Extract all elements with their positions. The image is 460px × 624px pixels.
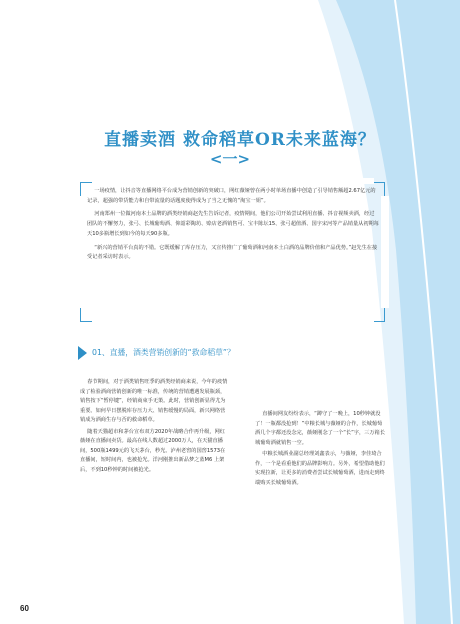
body-paragraph: 中粮长城酒业副总经理刘鑫表示，与薇娅，李佳琦合作，一个是看重他们的品牌影响力。另外，希望借助他们实现拉新，让更多的消费者尝试长城葡萄酒，进而走到终端购买长城葡萄酒。 — [255, 451, 385, 486]
page-number: 60 — [20, 604, 29, 613]
body-paragraph: 直播间网友纷纷表示，“蹲守了一晚上，10秒钟就没了！一瓶都没抢到！”中粮长城与薇娅的合作，长城葡萄酒几个字都还没念完，薇娅刚念了一个“长”字，三万箱长城葡萄酒就销售一空。 — [255, 411, 385, 446]
intro-paragraph: “新兴的营销平台真的不错。它既缓解了库存压力，又宣传推广了葡萄酒和河南本土白酒的品牌价值和产品优势。”赵先生在接受记者采访时表示。 — [87, 244, 378, 261]
body-paragraph: 随着天猫超市和茅台宣布双方2020年战略合作再升级，网红薇娅在直播间卖货。最高在线人数超过2000万人，在天猫直播间，500瓶1499元的飞天茅台，秒光。泸州老窖的国窖1573在直播间，短时间内，也被抢光。洋河刚推出新品梦之蓝M6 上架后，不到10秒钟的时间被抢光。 — [80, 428, 226, 473]
intro-paragraph: 河南郑州一位做河南本土品牌的酒类经销商赵先生告诉记者，疫情期间，他们公司开始尝试利用直播、抖音视频卖酒，经过团队的不懈努力，张弓、长城葡萄酒、仰韶彩陶坊、赊店老酒销售可、宝丰陈坛15、张弓超值酒、国字宋河等产品销量从初期每天10多瓶增长到如今的每天90多瓶。 — [87, 211, 379, 237]
section-title: 01、直播，酒类营销创新的“救命稻草”？ — [92, 348, 235, 357]
left-column — [80, 378, 230, 477]
right-column — [255, 410, 385, 490]
article-title: 直播卖酒 救命稻草OR未来蓝海？ — [104, 130, 376, 150]
triangle-bullet-icon — [78, 346, 87, 360]
body-paragraph: 春节期间，对于酒类销售旺季的酒类经销商来说，今年的疫情成了检验酒商营销创新的唯一标准，传统的营销遭遇发展瓶颈，销售按下“暂停键”，经销商束手无策。此时，营销创新显得尤为重要。如何早日摆脱库存压力大、销售缓慢的局面，新兴网络营销成为酒商生存与否的救命稻草。 — [80, 379, 228, 423]
intro-text — [87, 187, 379, 267]
article-subtitle: <一> — [209, 150, 251, 168]
intro-paragraph: 一场疫情，让抖音等直播网络平台成为营销创新的突破口，网红薇娅曾在两小时单场直播中创造了引导销售额超2.67亿元的记录，超强的带货能力和自带流量的话题度使得成为了当之无愧的“淘宝一姐”。 — [87, 188, 376, 204]
